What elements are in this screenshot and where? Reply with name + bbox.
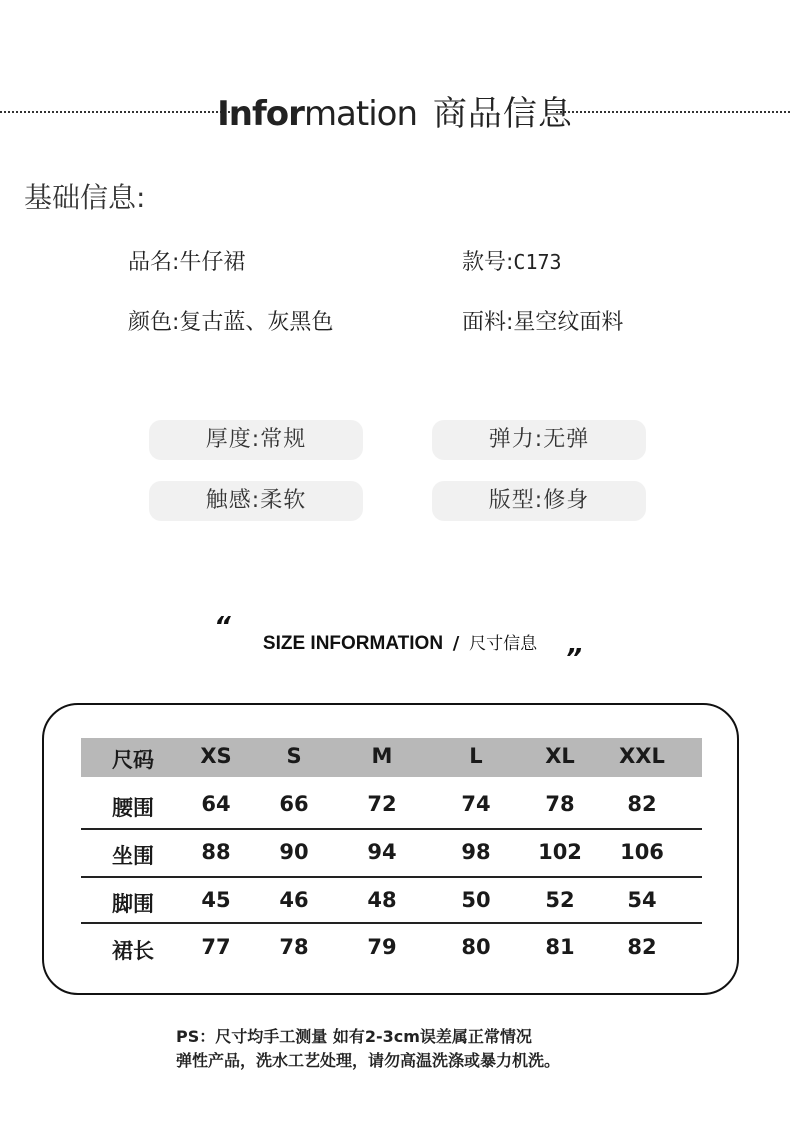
attr-fit-label: 版型: bbox=[488, 488, 544, 513]
measure-value: 88 bbox=[201, 840, 231, 864]
attr-thickness-label: 厚度: bbox=[205, 427, 261, 452]
measure-value: 54 bbox=[627, 888, 657, 912]
size-header-label: 尺码 bbox=[112, 748, 154, 772]
field-name-value: 牛仔裙 bbox=[179, 250, 246, 275]
field-name-label: 品名: bbox=[128, 250, 180, 275]
size-header-cell: S bbox=[286, 744, 302, 768]
measure-label: 腰围 bbox=[112, 796, 154, 820]
open-quote: “ bbox=[214, 612, 231, 642]
field-color bbox=[128, 305, 333, 336]
size-heading-separator: / bbox=[452, 633, 460, 654]
measure-label: 脚围 bbox=[112, 892, 154, 916]
field-style-number-value: C173 bbox=[513, 250, 562, 274]
measure-label: 坐围 bbox=[112, 844, 154, 868]
measure-value: 45 bbox=[201, 888, 231, 912]
row-divider bbox=[81, 922, 702, 924]
measure-value: 81 bbox=[545, 935, 575, 959]
close-quote: „ bbox=[568, 630, 585, 660]
measure-value: 102 bbox=[538, 840, 582, 864]
attr-touch-label: 触感: bbox=[205, 488, 261, 513]
attr-thickness-value: 常规 bbox=[260, 427, 307, 452]
measure-value: 72 bbox=[367, 792, 397, 816]
measure-value: 74 bbox=[461, 792, 491, 816]
size-heading bbox=[0, 629, 790, 655]
basic-info-label: 基础信息: bbox=[24, 181, 146, 214]
measure-value: 66 bbox=[279, 792, 309, 816]
note-line-1: PS：尺寸均手工测量 如有2-3cm误差属正常情况 bbox=[176, 1027, 532, 1046]
attr-fit bbox=[432, 481, 646, 521]
row-divider bbox=[81, 828, 702, 830]
size-header-cell: XL bbox=[545, 744, 575, 768]
measure-value: 48 bbox=[367, 888, 397, 912]
field-fabric bbox=[462, 305, 623, 336]
measure-value: 78 bbox=[279, 935, 309, 959]
attr-thickness bbox=[149, 420, 363, 460]
field-color-label: 颜色: bbox=[128, 310, 180, 335]
measure-value: 52 bbox=[545, 888, 575, 912]
measure-label: 裙长 bbox=[112, 939, 154, 963]
attr-touch-value: 柔软 bbox=[260, 488, 307, 513]
field-style-number bbox=[462, 245, 562, 276]
measure-value: 50 bbox=[461, 888, 491, 912]
attr-touch bbox=[149, 481, 363, 521]
size-heading-zh: 尺寸信息 bbox=[469, 634, 538, 654]
measure-value: 82 bbox=[627, 935, 657, 959]
title-bold: Infor bbox=[217, 94, 304, 134]
measure-value: 46 bbox=[279, 888, 309, 912]
size-header-cell: L bbox=[469, 744, 483, 768]
title-light: mation bbox=[303, 94, 418, 134]
size-header-cell: XS bbox=[200, 744, 232, 768]
size-header-cell: M bbox=[371, 744, 393, 768]
attr-elasticity-value: 无弹 bbox=[543, 427, 590, 452]
field-fabric-label: 面料: bbox=[462, 310, 514, 335]
field-name bbox=[128, 245, 245, 276]
row-divider bbox=[81, 876, 702, 878]
title-zh: 商品信息 bbox=[432, 94, 573, 134]
measure-value: 94 bbox=[367, 840, 397, 864]
field-fabric-value: 星空纹面料 bbox=[513, 310, 624, 335]
attr-fit-value: 修身 bbox=[543, 488, 590, 513]
field-style-number-label: 款号: bbox=[462, 250, 514, 275]
measure-value: 106 bbox=[620, 840, 664, 864]
measure-value: 80 bbox=[461, 935, 491, 959]
field-color-value: 复古蓝、灰黑色 bbox=[179, 310, 334, 335]
attr-elasticity bbox=[432, 420, 646, 460]
size-heading-en: SIZE INFORMATION bbox=[262, 633, 444, 654]
measure-value: 79 bbox=[367, 935, 397, 959]
measure-value: 82 bbox=[627, 792, 657, 816]
measure-value: 64 bbox=[201, 792, 231, 816]
measure-value: 90 bbox=[279, 840, 309, 864]
size-header-cell: XXL bbox=[619, 744, 665, 768]
attr-elasticity-label: 弹力: bbox=[488, 427, 544, 452]
measure-value: 77 bbox=[201, 935, 231, 959]
note-line-2: 弹性产品，洗水工艺处理，请勿高温洗涤或暴力机洗。 bbox=[176, 1051, 561, 1070]
header-divider-right bbox=[556, 111, 790, 113]
measure-value: 98 bbox=[461, 840, 491, 864]
measure-value: 78 bbox=[545, 792, 575, 816]
